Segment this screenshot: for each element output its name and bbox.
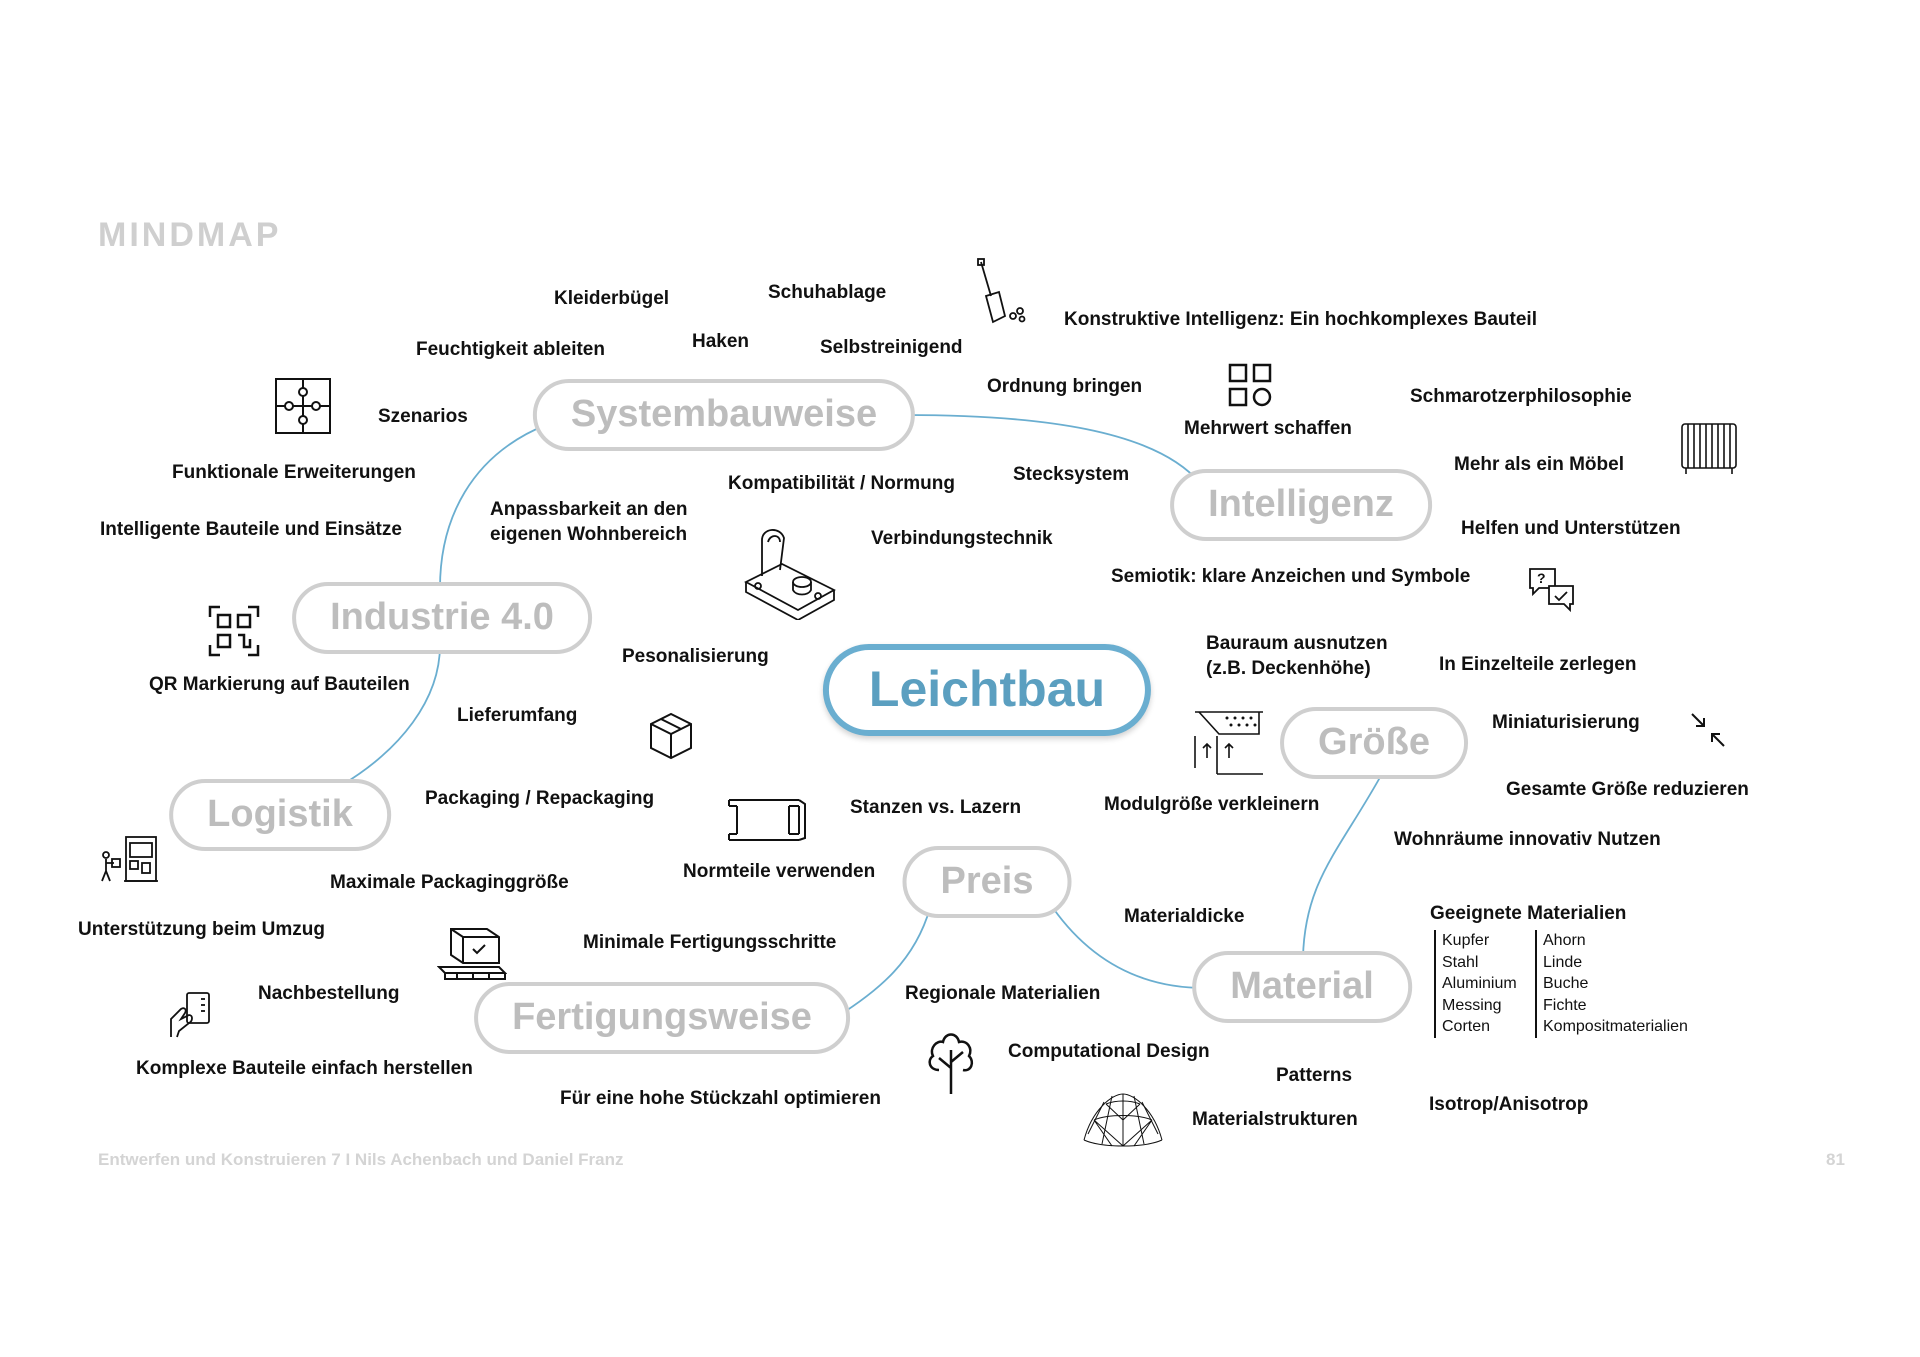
label-semiotik: Semiotik: klare Anzeichen und Symbole bbox=[1111, 566, 1471, 587]
label-pesonalisierung: Pesonalisierung bbox=[622, 646, 769, 667]
topic-intelligenz: Intelligenz bbox=[1170, 469, 1432, 541]
label-umzug: Unterstützung beim Umzug bbox=[78, 919, 325, 940]
topic-industrie: Industrie 4.0 bbox=[292, 582, 592, 654]
shovel-icon bbox=[975, 258, 1031, 332]
pallet-box-icon bbox=[437, 925, 507, 983]
label-schuhablage: Schuhablage bbox=[768, 282, 887, 303]
page-heading: MINDMAP bbox=[98, 216, 282, 254]
qr-code-icon bbox=[208, 605, 260, 657]
label-miniaturisierung: Miniaturisierung bbox=[1492, 712, 1640, 733]
topic-preis: Preis bbox=[903, 846, 1072, 918]
page-number: 81 bbox=[1826, 1150, 1845, 1169]
label-modulgroesse: Modulgröße verkleinern bbox=[1104, 794, 1320, 815]
label-packaging: Packaging / Repackaging bbox=[425, 788, 655, 809]
chat-bubbles-icon bbox=[1527, 566, 1577, 616]
label-szenarios: Szenarios bbox=[378, 406, 468, 427]
connector-industrie-logistik bbox=[342, 645, 440, 785]
material-item: Linde bbox=[1543, 953, 1583, 971]
box-icon bbox=[647, 710, 695, 760]
label-gesamte-groesse: Gesamte Größe reduzieren bbox=[1506, 779, 1749, 800]
label-einzelteile: In Einzelteile zerlegen bbox=[1439, 654, 1637, 675]
footer-credits: Entwerfen und Konstruieren 7 I Nils Achenbach und Daniel Franz bbox=[98, 1150, 624, 1169]
label-mehr-als-moebel: Mehr als ein Möbel bbox=[1454, 454, 1624, 475]
label-materialstrukturen: Materialstrukturen bbox=[1192, 1109, 1358, 1130]
center-node-leichtbau: Leichtbau bbox=[823, 644, 1151, 736]
materials-metals-list bbox=[1434, 930, 1517, 1038]
material-item: Buche bbox=[1543, 975, 1589, 992]
label-funktionale: Funktionale Erweiterungen bbox=[172, 462, 416, 483]
materials-legend-title: Geeignete Materialien bbox=[1430, 903, 1627, 924]
label-max-packaging: Maximale Packaginggröße bbox=[330, 872, 569, 893]
label-minimale: Minimale Fertigungsschritte bbox=[583, 932, 837, 953]
label-konstruktive: Konstruktive Intelligenz: Ein hochkomplexes Bauteil bbox=[1064, 309, 1537, 330]
label-qr: QR Markierung auf Bauteilen bbox=[149, 674, 410, 695]
label-isotrop: Isotrop/Anisotrop bbox=[1429, 1094, 1589, 1115]
radiator-icon bbox=[1678, 416, 1740, 478]
label-feuchtigkeit: Feuchtigkeit ableiten bbox=[416, 339, 605, 360]
material-item: Aluminium bbox=[1442, 975, 1517, 992]
puzzle-icon bbox=[272, 375, 334, 437]
label-nachbestellung: Nachbestellung bbox=[258, 983, 400, 1004]
label-stanzen: Stanzen vs. Lazern bbox=[850, 797, 1022, 818]
materials-woods-list bbox=[1535, 930, 1688, 1038]
label-haken: Haken bbox=[692, 331, 750, 352]
material-item: Stahl bbox=[1442, 953, 1479, 971]
dome-structure-icon bbox=[1082, 1090, 1164, 1150]
card-hand-icon bbox=[167, 991, 213, 1039]
label-stueckzahl: Für eine hohe Stückzahl optimieren bbox=[560, 1088, 881, 1109]
topic-material: Material bbox=[1192, 951, 1412, 1023]
label-wohnraeume: Wohnräume innovativ Nutzen bbox=[1394, 829, 1661, 850]
label-patterns: Patterns bbox=[1276, 1065, 1353, 1086]
label-ordnung: Ordnung bringen bbox=[987, 376, 1143, 397]
label-normteile: Normteile verwenden bbox=[683, 861, 876, 882]
label-schmarotzer: Schmarotzerphilosophie bbox=[1410, 386, 1632, 407]
label-materialdicke: Materialdicke bbox=[1124, 906, 1245, 927]
material-item: Ahorn bbox=[1543, 932, 1586, 949]
topic-systembauweise: Systembauweise bbox=[533, 379, 915, 451]
label-verbindungstechnik: Verbindungstechnik bbox=[871, 528, 1053, 549]
label-regionale: Regionale Materialien bbox=[905, 983, 1101, 1004]
label-stecksystem: Stecksystem bbox=[1013, 464, 1130, 485]
material-item: Fichte bbox=[1543, 996, 1587, 1014]
label-intelligente-bauteile: Intelligente Bauteile und Einsätze bbox=[100, 519, 402, 540]
ceiling-storage-icon bbox=[1193, 708, 1265, 776]
label-bauraum: Bauraum ausnutzen (z.B. Deckenhöhe) bbox=[1206, 633, 1388, 679]
topic-fertigungsweise: Fertigungsweise bbox=[474, 982, 850, 1054]
grid-shapes-icon bbox=[1227, 362, 1275, 410]
label-lieferumfang: Lieferumfang bbox=[457, 705, 578, 726]
svg-text:?: ? bbox=[1537, 570, 1546, 586]
label-selbstreinigend: Selbstreinigend bbox=[820, 337, 963, 358]
tree-icon bbox=[925, 1026, 977, 1096]
topic-logistik: Logistik bbox=[169, 779, 391, 851]
topic-groesse: Größe bbox=[1280, 707, 1468, 779]
moving-person-icon bbox=[98, 835, 160, 885]
label-computational: Computational Design bbox=[1008, 1041, 1210, 1062]
label-kleiderbuegel: Kleiderbügel bbox=[554, 288, 670, 309]
label-anpassbarkeit: Anpassbarkeit an den eigenen Wohnbereich bbox=[490, 499, 688, 545]
material-item: Kupfer bbox=[1442, 932, 1490, 949]
material-item: Kompositmaterialien bbox=[1543, 1018, 1688, 1035]
material-item: Messing bbox=[1442, 996, 1502, 1014]
clamp-part-icon bbox=[740, 520, 840, 620]
shrink-arrows-icon bbox=[1690, 712, 1726, 748]
label-mehrwert: Mehrwert schaffen bbox=[1184, 418, 1352, 439]
i-beam-icon bbox=[727, 798, 807, 842]
label-helfen: Helfen und Unterstützen bbox=[1461, 518, 1681, 539]
label-kompatibilitaet: Kompatibilität / Normung bbox=[728, 473, 955, 494]
material-item: Corten bbox=[1442, 1018, 1491, 1035]
label-komplexe: Komplexe Bauteile einfach herstellen bbox=[136, 1058, 473, 1079]
